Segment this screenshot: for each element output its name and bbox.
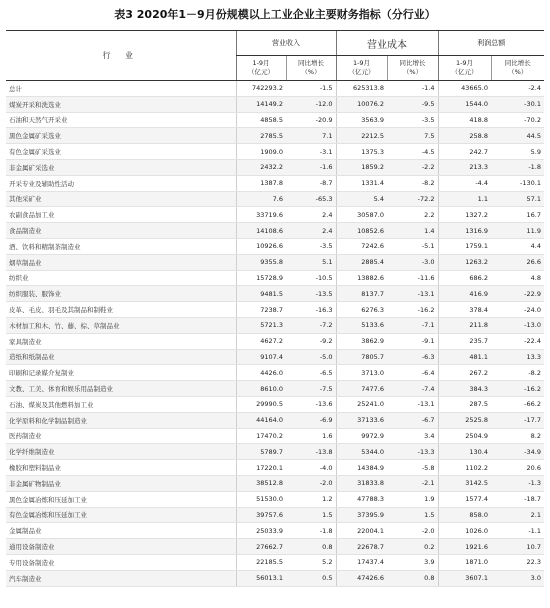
- revenue-value: 14108.6: [236, 223, 286, 239]
- table-row: [6, 428, 544, 444]
- cost-growth: -11.6: [387, 270, 438, 286]
- revenue-growth: -65.3: [286, 191, 336, 207]
- revenue-growth: 5.2: [286, 554, 336, 570]
- profit-growth: 3.0: [491, 570, 544, 586]
- table-row: [6, 207, 544, 223]
- revenue-value: 742293.2: [236, 81, 286, 97]
- table-body: [6, 81, 544, 587]
- revenue-growth: -3.5: [286, 238, 336, 254]
- revenue-growth: 7.1: [286, 128, 336, 144]
- revenue-growth: -7.5: [286, 381, 336, 397]
- profit-growth: -2.4: [491, 81, 544, 97]
- cost-value: 2885.4: [336, 254, 387, 270]
- revenue-growth: -1.5: [286, 81, 336, 97]
- profit-value: 3142.5: [438, 475, 491, 491]
- revenue-growth: -12.0: [286, 96, 336, 112]
- revenue-growth: 5.1: [286, 254, 336, 270]
- cost-growth: -72.2: [387, 191, 438, 207]
- revenue-value: 8610.0: [236, 381, 286, 397]
- header-revenue-growth: 同比增长 （%）: [286, 56, 336, 81]
- revenue-value: 9355.8: [236, 254, 286, 270]
- cost-growth: 2.2: [387, 207, 438, 223]
- cost-growth: -9.5: [387, 96, 438, 112]
- table-row: [6, 96, 544, 112]
- cost-value: 37395.9: [336, 507, 387, 523]
- header-profit-value: 1-9月 （亿元）: [438, 56, 491, 81]
- table-row: [6, 159, 544, 175]
- profit-growth: 4.8: [491, 270, 544, 286]
- profit-growth: 57.1: [491, 191, 544, 207]
- cost-value: 17437.4: [336, 554, 387, 570]
- profit-growth: 16.7: [491, 207, 544, 223]
- revenue-growth: -1.8: [286, 523, 336, 539]
- revenue-value: 4627.2: [236, 333, 286, 349]
- table-row: [6, 475, 544, 491]
- cost-growth: 7.5: [387, 128, 438, 144]
- cost-growth: -8.2: [387, 175, 438, 191]
- header-cost-growth: 同比增长 （%）: [387, 56, 438, 81]
- revenue-growth: 0.5: [286, 570, 336, 586]
- industry-name: 皮革、毛皮、羽毛及其制品和制鞋业: [6, 302, 236, 318]
- cost-value: 37133.6: [336, 412, 387, 428]
- cost-growth: -7.4: [387, 381, 438, 397]
- industry-name: 其他采矿业: [6, 191, 236, 207]
- table-row: [6, 238, 544, 254]
- profit-growth: -22.4: [491, 333, 544, 349]
- profit-value: 1921.6: [438, 539, 491, 555]
- profit-growth: -1.3: [491, 475, 544, 491]
- profit-growth: -24.0: [491, 302, 544, 318]
- cost-growth: -3.0: [387, 254, 438, 270]
- cost-value: 3862.9: [336, 333, 387, 349]
- cost-value: 3563.9: [336, 112, 387, 128]
- profit-value: 43665.0: [438, 81, 491, 97]
- revenue-growth: -3.1: [286, 144, 336, 160]
- industry-name: 有色金属冶炼和压延加工业: [6, 507, 236, 523]
- table-row: [6, 302, 544, 318]
- profit-value: 1327.2: [438, 207, 491, 223]
- cost-value: 25241.0: [336, 396, 387, 412]
- table-row: [6, 286, 544, 302]
- cost-value: 8137.7: [336, 286, 387, 302]
- cost-value: 10076.2: [336, 96, 387, 112]
- revenue-value: 51530.0: [236, 491, 286, 507]
- profit-growth: -1.8: [491, 159, 544, 175]
- industry-name: 专用设备制造业: [6, 554, 236, 570]
- profit-growth: 10.7: [491, 539, 544, 555]
- cost-value: 2212.5: [336, 128, 387, 144]
- table-row: [6, 175, 544, 191]
- industry-name: 造纸和纸制品业: [6, 349, 236, 365]
- industry-name: 文教、工美、体育和娱乐用品制造业: [6, 381, 236, 397]
- table-title: 表3 2020年1－9月份规模以上工业企业主要财务指标（分行业）: [114, 8, 436, 21]
- cost-growth: -13.1: [387, 286, 438, 302]
- profit-value: 3607.1: [438, 570, 491, 586]
- industry-name: 橡胶和塑料制品业: [6, 460, 236, 476]
- cost-growth: -13.3: [387, 444, 438, 460]
- cost-value: 22004.1: [336, 523, 387, 539]
- table-row: [6, 223, 544, 239]
- revenue-value: 10926.6: [236, 238, 286, 254]
- industry-name: 家具制造业: [6, 333, 236, 349]
- revenue-value: 25033.9: [236, 523, 286, 539]
- cost-value: 47788.3: [336, 491, 387, 507]
- industry-name: 化学纤维制造业: [6, 444, 236, 460]
- financial-indicators-table: [6, 30, 544, 587]
- industry-name: 食品制造业: [6, 223, 236, 239]
- revenue-value: 44164.0: [236, 412, 286, 428]
- profit-growth: 4.4: [491, 238, 544, 254]
- cost-growth: -16.2: [387, 302, 438, 318]
- revenue-value: 15728.9: [236, 270, 286, 286]
- table-row: [6, 539, 544, 555]
- cost-value: 7805.7: [336, 349, 387, 365]
- industry-name: 黑色金属冶炼和压延加工业: [6, 491, 236, 507]
- cost-value: 6276.3: [336, 302, 387, 318]
- industry-name: 有色金属矿采选业: [6, 144, 236, 160]
- header-revenue-value: 1-9月 （亿元）: [236, 56, 286, 81]
- header-profit: 利润总额: [438, 31, 544, 56]
- profit-growth: 26.6: [491, 254, 544, 270]
- cost-growth: -13.1: [387, 396, 438, 412]
- revenue-value: 9481.5: [236, 286, 286, 302]
- profit-growth: 5.9: [491, 144, 544, 160]
- profit-value: 481.1: [438, 349, 491, 365]
- table-row: [6, 270, 544, 286]
- cost-value: 1375.3: [336, 144, 387, 160]
- cost-growth: -2.0: [387, 523, 438, 539]
- table-row: [6, 317, 544, 333]
- revenue-growth: 2.4: [286, 223, 336, 239]
- revenue-growth: 1.2: [286, 491, 336, 507]
- cost-growth: -9.1: [387, 333, 438, 349]
- industry-name: 黑色金属矿采选业: [6, 128, 236, 144]
- cost-growth: -2.1: [387, 475, 438, 491]
- profit-value: 1316.9: [438, 223, 491, 239]
- profit-growth: -70.2: [491, 112, 544, 128]
- profit-growth: 2.1: [491, 507, 544, 523]
- revenue-growth: -10.5: [286, 270, 336, 286]
- profit-growth: -34.9: [491, 444, 544, 460]
- revenue-value: 22185.5: [236, 554, 286, 570]
- cost-value: 10852.6: [336, 223, 387, 239]
- profit-growth: 13.3: [491, 349, 544, 365]
- profit-value: 2504.9: [438, 428, 491, 444]
- profit-value: 258.8: [438, 128, 491, 144]
- industry-name: 石油、煤炭及其他燃料加工业: [6, 396, 236, 412]
- revenue-value: 27662.7: [236, 539, 286, 555]
- header-industry: 行 业: [6, 31, 236, 81]
- profit-value: 1263.2: [438, 254, 491, 270]
- revenue-value: 7.6: [236, 191, 286, 207]
- industry-name: 纺织业: [6, 270, 236, 286]
- table-row: [6, 396, 544, 412]
- profit-growth: 20.6: [491, 460, 544, 476]
- profit-value: 686.2: [438, 270, 491, 286]
- profit-growth: 22.3: [491, 554, 544, 570]
- profit-growth: -8.2: [491, 365, 544, 381]
- revenue-growth: 1.6: [286, 428, 336, 444]
- revenue-growth: 1.5: [286, 507, 336, 523]
- cost-growth: 1.4: [387, 223, 438, 239]
- revenue-value: 17470.2: [236, 428, 286, 444]
- profit-value: 384.3: [438, 381, 491, 397]
- cost-value: 625313.8: [336, 81, 387, 97]
- table-row: [6, 444, 544, 460]
- revenue-value: 38512.8: [236, 475, 286, 491]
- industry-name: 非金属矿物制品业: [6, 475, 236, 491]
- revenue-growth: -6.5: [286, 365, 336, 381]
- profit-growth: 11.9: [491, 223, 544, 239]
- profit-value: 418.8: [438, 112, 491, 128]
- revenue-value: 29990.5: [236, 396, 286, 412]
- header-profit-growth: 同比增长 （%）: [491, 56, 544, 81]
- cost-value: 3713.0: [336, 365, 387, 381]
- table-row: [6, 254, 544, 270]
- table-row: [6, 554, 544, 570]
- industry-name: 金属制品业: [6, 523, 236, 539]
- industry-name: 农副食品加工业: [6, 207, 236, 223]
- profit-value: 1026.0: [438, 523, 491, 539]
- profit-growth: 8.2: [491, 428, 544, 444]
- industry-name: 通用设备制造业: [6, 539, 236, 555]
- table-row: [6, 381, 544, 397]
- industry-name: 石油和天然气开采业: [6, 112, 236, 128]
- profit-growth: -16.2: [491, 381, 544, 397]
- revenue-growth: -5.0: [286, 349, 336, 365]
- table-row: [6, 460, 544, 476]
- revenue-growth: 2.4: [286, 207, 336, 223]
- profit-value: 235.7: [438, 333, 491, 349]
- profit-growth: -130.1: [491, 175, 544, 191]
- profit-value: 378.4: [438, 302, 491, 318]
- revenue-value: 39757.6: [236, 507, 286, 523]
- industry-name: 医药制造业: [6, 428, 236, 444]
- profit-growth: -1.1: [491, 523, 544, 539]
- cost-value: 7242.6: [336, 238, 387, 254]
- profit-growth: -30.1: [491, 96, 544, 112]
- cost-value: 5.4: [336, 191, 387, 207]
- profit-value: 1544.0: [438, 96, 491, 112]
- cost-value: 22678.7: [336, 539, 387, 555]
- revenue-growth: -13.6: [286, 396, 336, 412]
- profit-value: 211.8: [438, 317, 491, 333]
- cost-value: 30587.0: [336, 207, 387, 223]
- revenue-value: 1387.8: [236, 175, 286, 191]
- cost-value: 1859.2: [336, 159, 387, 175]
- revenue-value: 2432.2: [236, 159, 286, 175]
- cost-growth: -2.2: [387, 159, 438, 175]
- profit-value: 1871.0: [438, 554, 491, 570]
- revenue-growth: 0.8: [286, 539, 336, 555]
- profit-value: 130.4: [438, 444, 491, 460]
- industry-name: 非金属矿采选业: [6, 159, 236, 175]
- table-row: [6, 128, 544, 144]
- revenue-value: 7238.7: [236, 302, 286, 318]
- profit-growth: -13.0: [491, 317, 544, 333]
- revenue-value: 5789.7: [236, 444, 286, 460]
- cost-growth: -6.7: [387, 412, 438, 428]
- cost-growth: -5.8: [387, 460, 438, 476]
- cost-value: 14384.9: [336, 460, 387, 476]
- revenue-growth: -13.8: [286, 444, 336, 460]
- cost-growth: 3.9: [387, 554, 438, 570]
- industry-name: 酒、饮料和精制茶制造业: [6, 238, 236, 254]
- industry-name: 煤炭开采和洗选业: [6, 96, 236, 112]
- profit-value: 213.3: [438, 159, 491, 175]
- revenue-growth: -9.2: [286, 333, 336, 349]
- revenue-growth: -20.9: [286, 112, 336, 128]
- profit-growth: -22.9: [491, 286, 544, 302]
- profit-value: 416.9: [438, 286, 491, 302]
- cost-value: 9972.9: [336, 428, 387, 444]
- table-row: [6, 144, 544, 160]
- table-row: [6, 523, 544, 539]
- revenue-growth: -6.9: [286, 412, 336, 428]
- profit-value: 858.0: [438, 507, 491, 523]
- profit-value: 1.1: [438, 191, 491, 207]
- revenue-growth: -8.7: [286, 175, 336, 191]
- profit-growth: -66.2: [491, 396, 544, 412]
- industry-name: 化学原料和化学制品制造业: [6, 412, 236, 428]
- profit-value: 242.7: [438, 144, 491, 160]
- table-row: [6, 112, 544, 128]
- table-row: [6, 412, 544, 428]
- cost-growth: -3.5: [387, 112, 438, 128]
- cost-value: 1331.4: [336, 175, 387, 191]
- profit-growth: -18.7: [491, 491, 544, 507]
- cost-growth: -5.1: [387, 238, 438, 254]
- revenue-growth: -2.0: [286, 475, 336, 491]
- industry-name: 烟草制品业: [6, 254, 236, 270]
- industry-name: 印刷和记录媒介复制业: [6, 365, 236, 381]
- industry-name: 总计: [6, 81, 236, 97]
- table-row: [6, 507, 544, 523]
- profit-value: 287.5: [438, 396, 491, 412]
- revenue-growth: -1.6: [286, 159, 336, 175]
- cost-growth: 0.8: [387, 570, 438, 586]
- table-row: [6, 365, 544, 381]
- header-cost: 营业成本: [336, 31, 438, 56]
- profit-growth: -17.7: [491, 412, 544, 428]
- profit-value: -4.4: [438, 175, 491, 191]
- cost-value: 5344.0: [336, 444, 387, 460]
- revenue-growth: -13.5: [286, 286, 336, 302]
- cost-growth: 3.4: [387, 428, 438, 444]
- revenue-growth: -16.3: [286, 302, 336, 318]
- revenue-value: 56013.1: [236, 570, 286, 586]
- table-row: [6, 333, 544, 349]
- table-row: [6, 81, 544, 97]
- industry-name: 开采专业及辅助性活动: [6, 175, 236, 191]
- profit-value: 1577.4: [438, 491, 491, 507]
- revenue-value: 4426.0: [236, 365, 286, 381]
- cost-growth: -7.1: [387, 317, 438, 333]
- revenue-value: 4858.5: [236, 112, 286, 128]
- table-header: [6, 31, 544, 81]
- revenue-value: 1909.0: [236, 144, 286, 160]
- cost-value: 13882.6: [336, 270, 387, 286]
- industry-name: 纺织服装、服饰业: [6, 286, 236, 302]
- revenue-value: 33719.6: [236, 207, 286, 223]
- cost-value: 31833.8: [336, 475, 387, 491]
- profit-value: 2525.8: [438, 412, 491, 428]
- revenue-value: 17220.1: [236, 460, 286, 476]
- table-row: [6, 349, 544, 365]
- cost-value: 7477.6: [336, 381, 387, 397]
- cost-growth: 1.9: [387, 491, 438, 507]
- profit-value: 267.2: [438, 365, 491, 381]
- revenue-growth: -4.0: [286, 460, 336, 476]
- table-row: [6, 570, 544, 586]
- revenue-value: 5721.3: [236, 317, 286, 333]
- table-row: [6, 191, 544, 207]
- cost-growth: -4.5: [387, 144, 438, 160]
- table-row: [6, 491, 544, 507]
- header-revenue: 营业收入: [236, 31, 336, 56]
- revenue-growth: -7.2: [286, 317, 336, 333]
- cost-growth: 1.5: [387, 507, 438, 523]
- profit-value: 1759.1: [438, 238, 491, 254]
- profit-value: 1102.2: [438, 460, 491, 476]
- revenue-value: 2785.5: [236, 128, 286, 144]
- cost-growth: -6.3: [387, 349, 438, 365]
- cost-growth: 0.2: [387, 539, 438, 555]
- industry-name: 汽车制造业: [6, 570, 236, 586]
- revenue-value: 14149.2: [236, 96, 286, 112]
- revenue-value: 9107.4: [236, 349, 286, 365]
- industry-name: 木材加工和木、竹、藤、棕、草制品业: [6, 317, 236, 333]
- cost-value: 5133.6: [336, 317, 387, 333]
- header-cost-value: 1-9月 （亿元）: [336, 56, 387, 81]
- cost-growth: -1.4: [387, 81, 438, 97]
- cost-growth: -6.4: [387, 365, 438, 381]
- profit-growth: 44.5: [491, 128, 544, 144]
- cost-value: 47426.6: [336, 570, 387, 586]
